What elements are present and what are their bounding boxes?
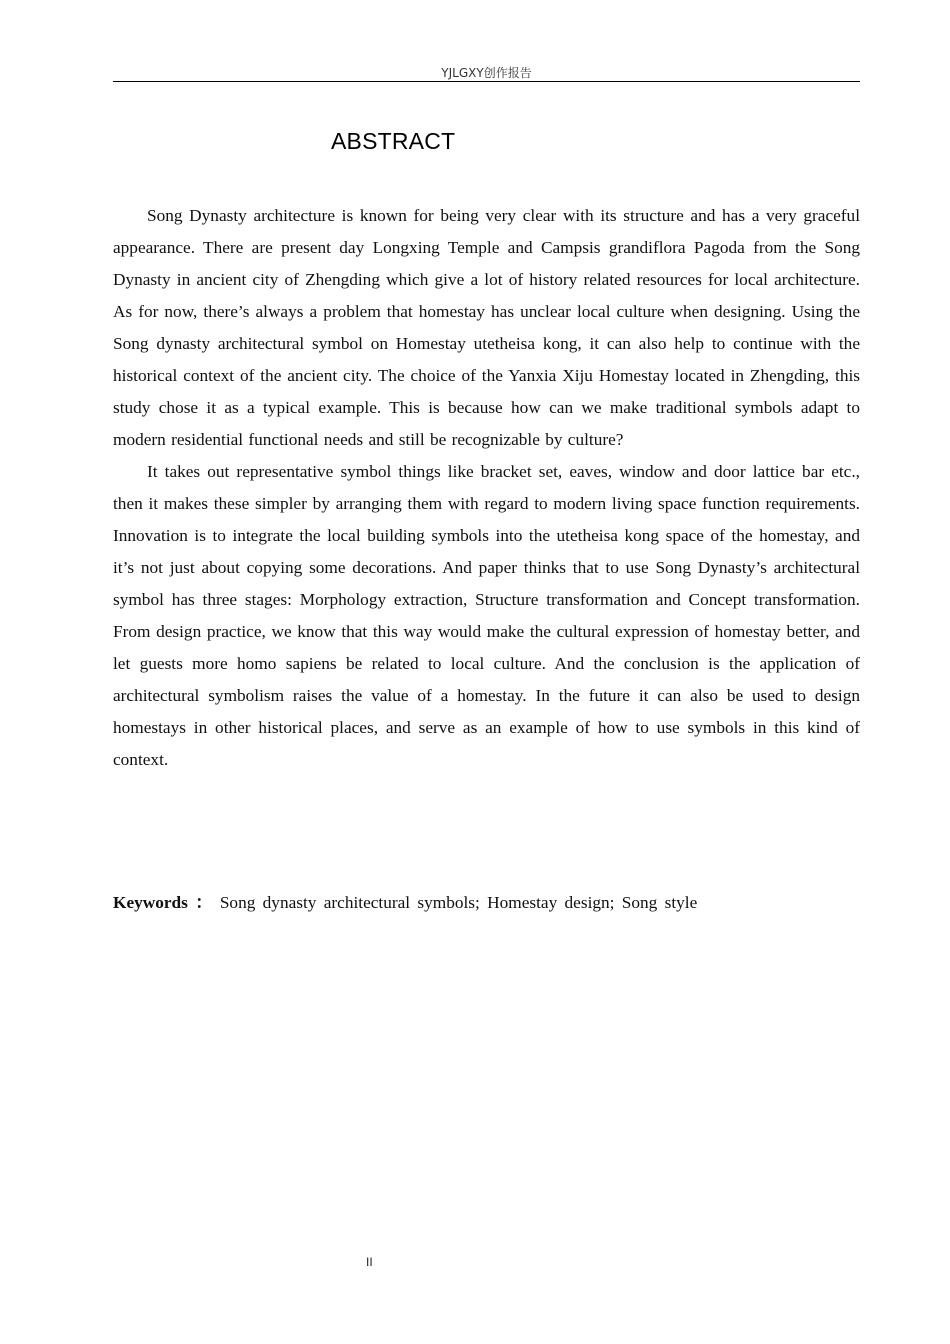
keywords-text: Song dynasty architectural symbols; Homestay design; Song style: [219, 893, 698, 912]
keywords-line: [113, 887, 860, 919]
abstract-paragraph: It takes out representative symbol things like bracket set, eaves, window and door lattice bar etc., then it makes these simpler by arranging them with regard to modern living space function requirements. Innovation is to integrate the local building symbols into the utetheisa kong space of the homestay, and it’s not just about copying some decorations. And paper thinks that to use Song Dynasty’s architectural symbol has three stages: Morphology extraction, Structure transformation and Concept transformation. From design practice, we know that this way would make the cultural expression of homestay better, and let guests more homo sapiens be related to local culture. And the conclusion is the application of architectural symbolism raises the value of a homestay. In the future it can also be used to design homestays in other historical places, and serve as an example of how to use symbols in this kind of context.: [113, 462, 860, 769]
abstract-title: ABSTRACT: [331, 128, 456, 154]
page-number: II: [366, 1255, 373, 1269]
header-text: YJLGXY创作报告: [441, 66, 532, 80]
page-header: [113, 64, 860, 82]
keywords-label: Keywords ：: [113, 893, 213, 912]
abstract-paragraph: Song Dynasty architecture is known for being very clear with its structure and has a very graceful appearance. There are present day Longxing Temple and Campsis grandiflora Pagoda from the Song Dynasty in ancient city of Zhengding which give a lot of history related resources for local architecture. As for now, there’s always a problem that homestay has unclear local culture when designing. Using the Song dynasty architectural symbol on Homestay utetheisa kong, it can also help to continue with the historical context of the ancient city. The choice of the Yanxia Xiju Homestay located in Zhengding, this study chose it as a typical example. This is because how can we make traditional symbols adapt to modern residential functional needs and still be recognizable by culture?: [113, 206, 860, 449]
abstract-body: [113, 200, 860, 776]
